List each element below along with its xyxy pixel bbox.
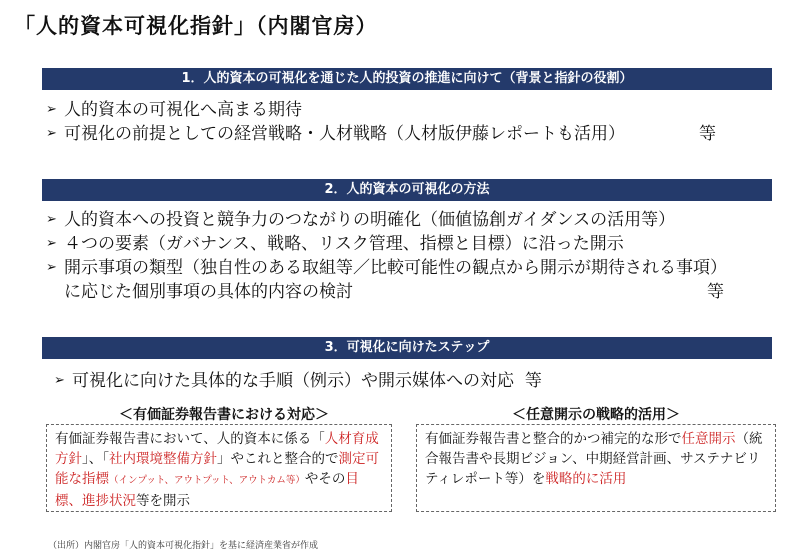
left-box-heading: ＜有価証券報告書における対応＞ xyxy=(119,407,329,423)
section-3-header: 3．可視化に向けたステップ xyxy=(42,337,772,359)
list-item: ➢ 可視化の前提としての経営戦略・人材戦略（人材版伊藤レポートも活用） 等 xyxy=(46,124,716,144)
section-2-bullets xyxy=(46,208,776,304)
section-1-header: 1．人的資本の可視化を通じた人的投資の推進に向けて（背景と指針の役割） xyxy=(42,68,772,90)
arrow-bullet-icon: ➢ xyxy=(46,260,57,275)
arrow-bullet-icon: ➢ xyxy=(46,212,57,227)
right-dashed-box: 有価証券報告書と整合的かつ補完的な形で任意開示（統合報告書や長期ビジョン、中期経営計画、サステナビリティレポート等）を戦略的に活用 xyxy=(416,424,776,512)
list-item: ➢ 開示事項の類型（独自性のある取組等／比較可能性の観点から開示が期待される事項）に応じた個別事項の具体的内容の検討 等 xyxy=(46,258,727,302)
arrow-bullet-icon: ➢ xyxy=(46,102,57,117)
left-dashed-box: 有価証券報告書において、人的資本に係る「人材育成方針」、「社内環境整備方針」やこれと整合的で測定可能な指標（インプット、アウトプット、アウトカム等）やその目標、進捗状況等を開示 xyxy=(46,424,392,512)
list-item: ➢ 人的資本への投資と競争力のつながりの明確化（価値協創ガイダンスの活用等） xyxy=(46,210,676,230)
section-1-bullets xyxy=(46,98,776,146)
list-item: ➢ 人的資本の可視化へ高まる期待 xyxy=(46,100,302,120)
arrow-bullet-icon: ➢ xyxy=(46,236,57,251)
section-2-header: 2．人的資本の可視化の方法 xyxy=(42,179,772,201)
list-item: ➢ ４つの要素（ガバナンス、戦略、リスク管理、指標と目標）に沿った開示 xyxy=(46,234,624,254)
arrow-bullet-icon: ➢ xyxy=(46,126,57,141)
section-3-bullets xyxy=(54,369,784,393)
page-title: 「人的資本可視化指針」（内閣官房） xyxy=(14,14,378,38)
list-item: ➢ 可視化に向けた具体的な手順（例示）や開示媒体への対応 等 xyxy=(54,371,542,391)
right-box-heading: ＜任意開示の戦略的活用＞ xyxy=(512,407,680,423)
arrow-bullet-icon: ➢ xyxy=(54,373,65,388)
source-note: （出所）内閣官房「人的資本可視化指針」を基に経済産業省が作成 xyxy=(48,541,319,551)
